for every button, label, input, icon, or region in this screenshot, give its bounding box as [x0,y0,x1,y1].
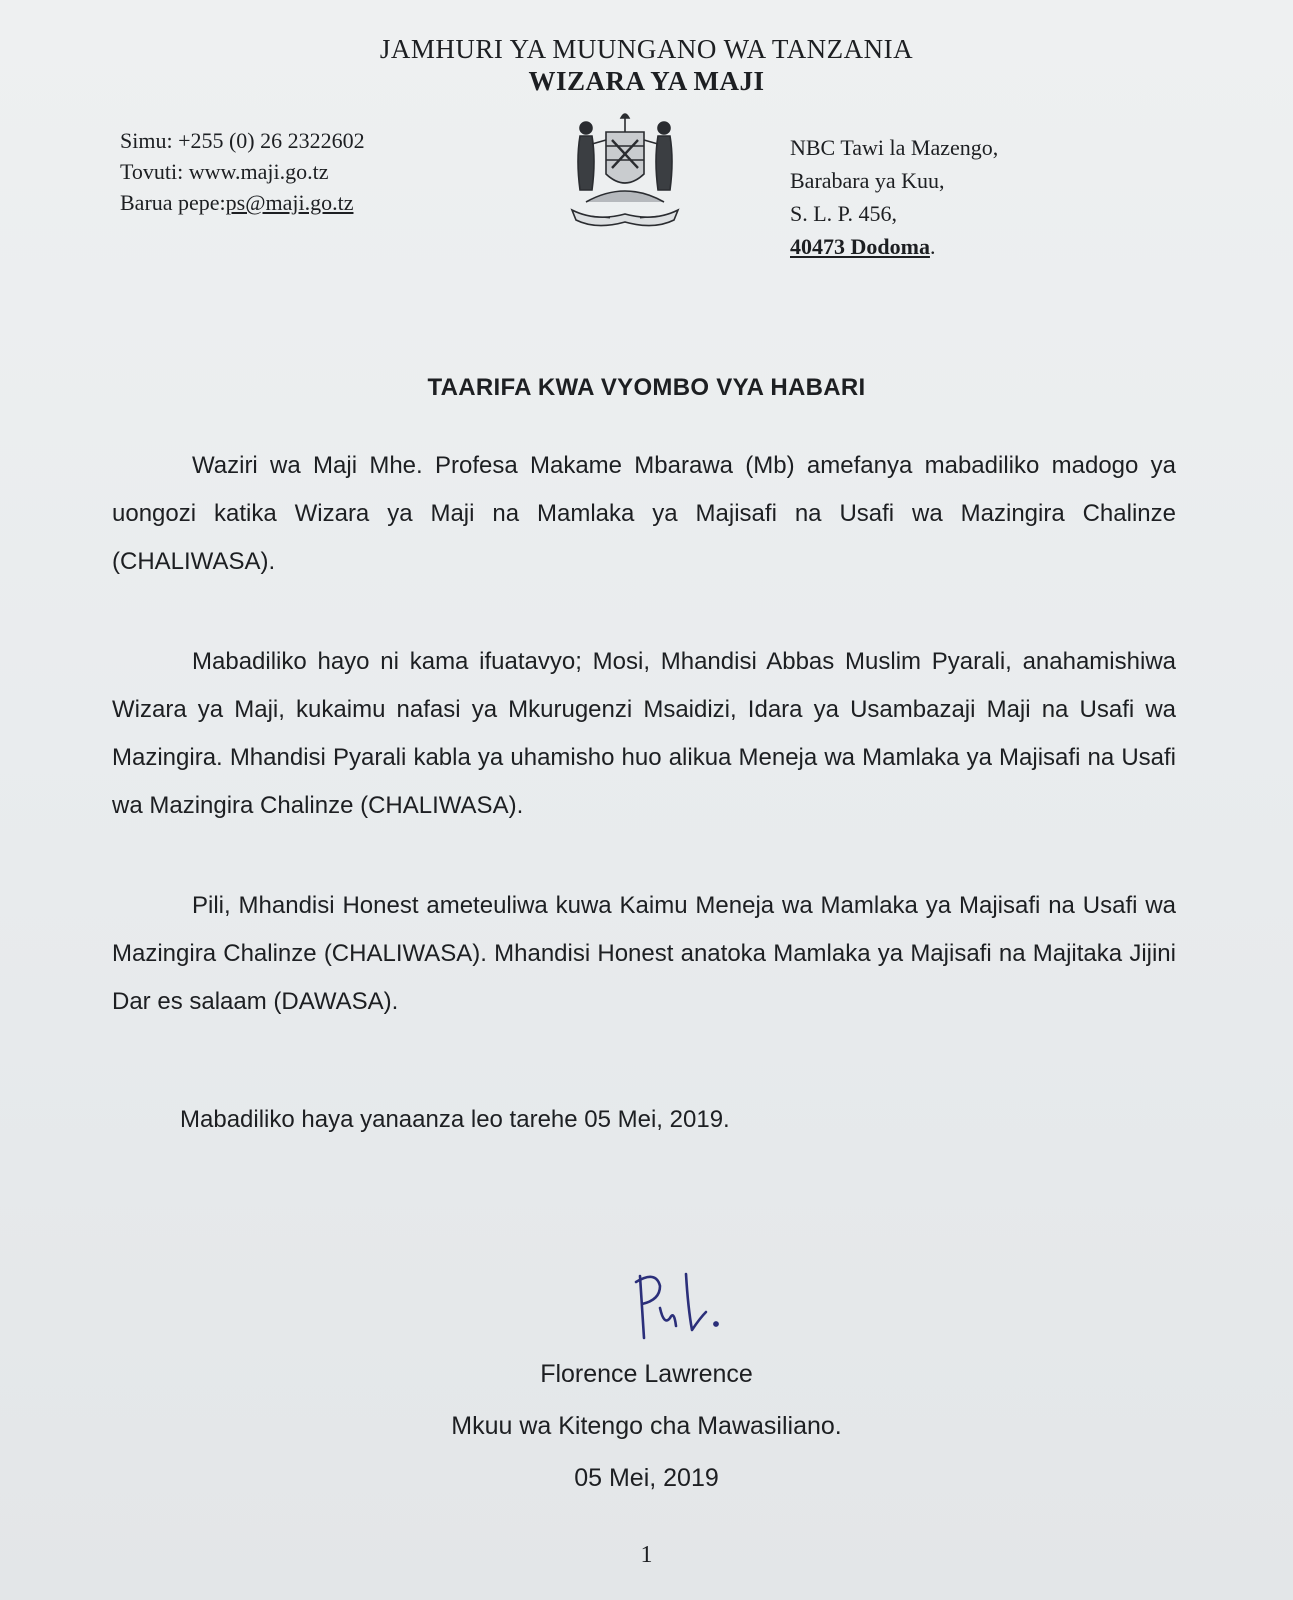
address-line2: Barabara ya Kuu, [790,168,945,193]
signatory-name: Florence Lawrence [540,1360,753,1388]
address-block [790,131,998,263]
address-line3: S. L. P. 456, [790,201,897,226]
coat-of-arms-icon [556,110,694,228]
paragraph-1: Waziri wa Maji Mhe. Profesa Makame Mbarawa (Mb) amefanya mabadiliko madogo ya uongozi katika Wizara ya Maji na Mamlaka ya Majisafi na Usafi wa Mazingira Chalinze (CHALIWASA). [112,452,1176,575]
address-line4-suffix: . [929,234,936,259]
address-city: 40473 Dodoma [790,234,930,259]
contact-phone: Simu: +255 (0) 26 2322602 [120,128,365,153]
address-line1: NBC Tawi la Mazengo, [790,135,999,160]
contact-website: Tovuti: www.maji.go.tz [120,159,329,184]
signatory-date: 05 Mei, 2019 [574,1464,719,1492]
paragraph-3: Pili, Mhandisi Honest ameteuliwa kuwa Kaimu Meneja wa Mamlaka ya Majisafi na Usafi wa Mazingira Chalinze (CHALIWASA). Mhandisi Honest anatoka Mamlaka ya Majisafi na Majitaka Jijini Dar es salaam (DAWASA). [112,892,1176,1015]
contact-block [120,125,365,218]
contact-email-label: Barua pepe: [120,190,226,215]
contact-email: ps@maji.go.tz [225,190,354,215]
header-country: JAMHURI YA MUUNGANO WA TANZANIA [379,34,914,64]
address-line4 [790,230,998,263]
header-ministry: WIZARA YA MAJI [528,66,765,96]
signatory-position: Mkuu wa Kitengo cha Mawasiliano. [451,1412,842,1440]
paragraph-4: Mabadiliko haya yanaanza leo tarehe 05 Mei, 2019. [180,1106,730,1133]
page-number: 1 [640,1542,653,1568]
signature-icon [630,1268,750,1348]
document-title: TAARIFA KWA VYOMBO VYA HABARI [427,374,866,401]
contact-email-line [120,187,365,218]
paragraph-2: Mabadiliko hayo ni kama ifuatavyo; Mosi, Mhandisi Abbas Muslim Pyarali, anahamishiwa Wizara ya Maji, kukaimu nafasi ya Mkurugenzi Msaidizi, Idara ya Usambazaji Maji na Usafi wa Mazingira. Mhandisi Pyarali kabla ya uhamisho huo alikua Meneja wa Mamlaka ya Majisafi na Usafi wa Mazingira Chalinze (CHALIWASA). [112,648,1176,819]
